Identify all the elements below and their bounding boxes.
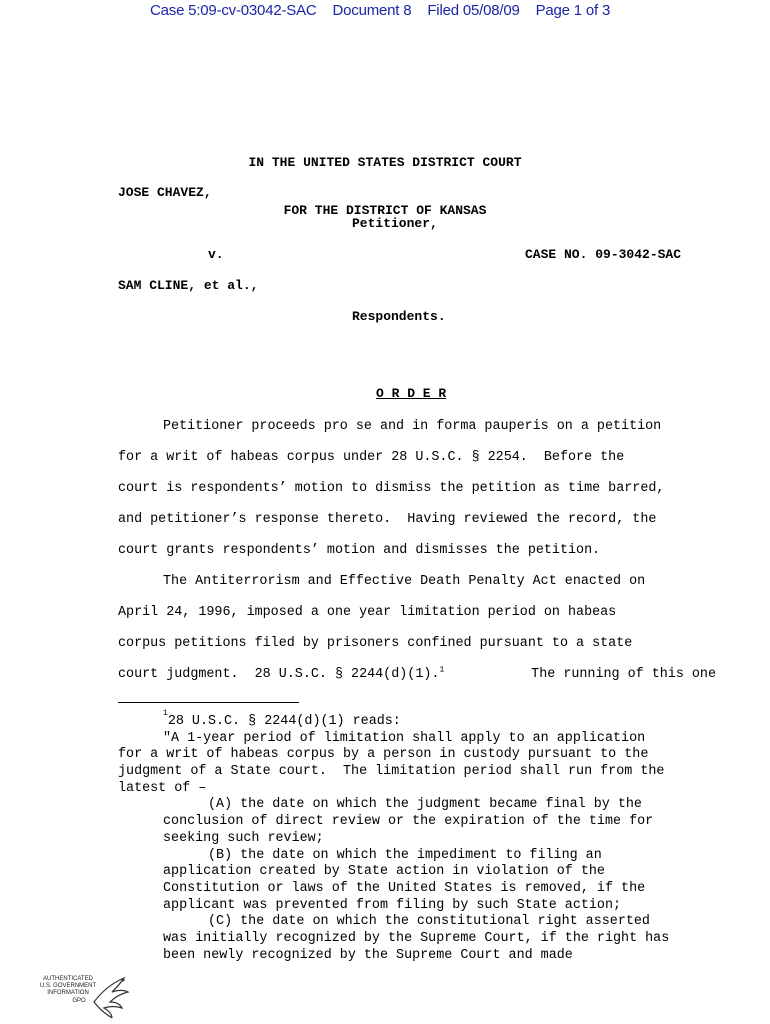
order-body bbox=[118, 411, 716, 690]
page-number-stamp: Page 1 of 3 bbox=[535, 2, 611, 19]
footnote-line bbox=[118, 814, 716, 831]
seal-line: U.S. GOVERNMENT bbox=[39, 983, 97, 990]
footnote-line-text: for a writ of habeas corpus by a person in custody pursuant to the bbox=[118, 747, 649, 763]
body-line-text: The running of this one bbox=[531, 667, 716, 682]
body-line bbox=[118, 597, 716, 628]
body-line bbox=[118, 535, 716, 566]
footnote-line-text: applicant was prevented from filing by such State action; bbox=[163, 897, 622, 913]
footnote-line bbox=[118, 764, 716, 781]
footnote-line bbox=[118, 848, 716, 865]
order-title: O R D E R bbox=[376, 386, 447, 401]
petitioner-role: Petitioner, bbox=[352, 216, 438, 231]
footnote-line bbox=[118, 881, 716, 898]
footnote-line bbox=[118, 781, 716, 798]
body-line bbox=[118, 566, 716, 597]
body-line-text bbox=[118, 659, 444, 690]
seal-line: AUTHENTICATED bbox=[43, 976, 93, 982]
eagle-icon bbox=[90, 972, 130, 1018]
case-number-stamp: Case 5:09-cv-03042-SAC bbox=[150, 2, 317, 19]
versus-label: v. bbox=[208, 247, 224, 262]
footnote-line-text: been newly recognized by the Supreme Court and made bbox=[163, 947, 573, 963]
seal-line: INFORMATION bbox=[47, 990, 89, 997]
body-line-text: for a writ of habeas corpus under 28 U.S.C. § 2254. Before the bbox=[118, 450, 625, 465]
footnote-line bbox=[118, 914, 716, 931]
footnote-intro-text: 28 U.S.C. § 2244(d)(1) reads: bbox=[167, 714, 401, 729]
footnote-line-text: conclusion of direct review or the expiration of the time for bbox=[163, 814, 654, 830]
footnote-line-text: (C) the date on which the constitutional right asserted bbox=[208, 914, 650, 930]
seal-line: GPO bbox=[72, 997, 86, 1004]
footnote-marker: 1 bbox=[163, 709, 168, 718]
petitioner-name: JOSE CHAVEZ, bbox=[118, 185, 212, 200]
footnote-line bbox=[118, 731, 716, 748]
footnote-line bbox=[118, 898, 716, 915]
body-line-text: April 24, 1996, imposed a one year limitation period on habeas bbox=[118, 605, 617, 620]
footnote-line-text: application created by State action in violation of the bbox=[163, 864, 605, 880]
footnote-reference[interactable]: 1 bbox=[439, 665, 445, 675]
filing-header bbox=[150, 0, 650, 22]
footnote-line-text: Constitution or laws of the United States is removed, if the bbox=[163, 880, 646, 896]
footnote-divider bbox=[118, 702, 299, 703]
footnote-line bbox=[118, 831, 716, 848]
court-heading-line1: IN THE UNITED STATES DISTRICT COURT bbox=[248, 155, 522, 170]
gpo-authentication-seal bbox=[32, 972, 128, 1018]
footnote-line-text: (B) the date on which the impediment to filing an bbox=[208, 847, 602, 863]
document-number-stamp: Document 8 bbox=[332, 2, 412, 19]
footnote-intro bbox=[118, 709, 716, 731]
body-line-text: and petitioner’s response thereto. Having reviewed the record, the bbox=[118, 512, 657, 527]
filed-date-stamp: Filed 05/08/09 bbox=[427, 2, 520, 19]
footnote-line bbox=[118, 948, 716, 965]
body-line bbox=[118, 411, 716, 442]
footnote-line bbox=[118, 931, 716, 948]
body-line-text: court is respondents’ motion to dismiss the petition as time barred, bbox=[118, 481, 665, 496]
body-line-text: corpus petitions filed by prisoners confined pursuant to a state bbox=[118, 636, 633, 651]
body-line bbox=[118, 659, 716, 690]
court-heading-line2: FOR THE DISTRICT OF KANSAS bbox=[283, 203, 487, 218]
footnote-line-text: (A) the date on which the judgment became final by the bbox=[208, 797, 642, 813]
footnote-line-text: judgment of a State court. The limitation period shall run from the bbox=[118, 764, 665, 780]
citation-text: court judgment. 28 U.S.C. § 2244(d)(1). bbox=[118, 667, 440, 682]
respondent-name: SAM CLINE, et al., bbox=[118, 278, 259, 293]
footnote-line bbox=[118, 864, 716, 881]
footnote bbox=[118, 709, 716, 964]
respondent-role: Respondents. bbox=[352, 309, 446, 324]
body-line bbox=[118, 628, 716, 659]
body-line bbox=[118, 473, 716, 504]
body-line-text: Petitioner proceeds pro se and in forma pauperis on a petition bbox=[163, 419, 662, 434]
footnote-line-text: "A 1-year period of limitation shall apply to an application bbox=[163, 730, 646, 746]
body-line bbox=[118, 442, 716, 473]
body-line bbox=[118, 504, 716, 535]
case-number: CASE NO. 09-3042-SAC bbox=[525, 247, 682, 262]
footnote-line-text: was initially recognized by the Supreme Court, if the right has bbox=[163, 930, 670, 946]
body-line-text: court grants respondents’ motion and dismisses the petition. bbox=[118, 543, 601, 558]
footnote-line-text: latest of – bbox=[118, 780, 207, 796]
footnote-line bbox=[118, 797, 716, 814]
body-line-text: The Antiterrorism and Effective Death Penalty Act enacted on bbox=[163, 574, 646, 589]
footnote-line bbox=[118, 747, 716, 764]
footnote-line-text: seeking such review; bbox=[163, 830, 324, 846]
